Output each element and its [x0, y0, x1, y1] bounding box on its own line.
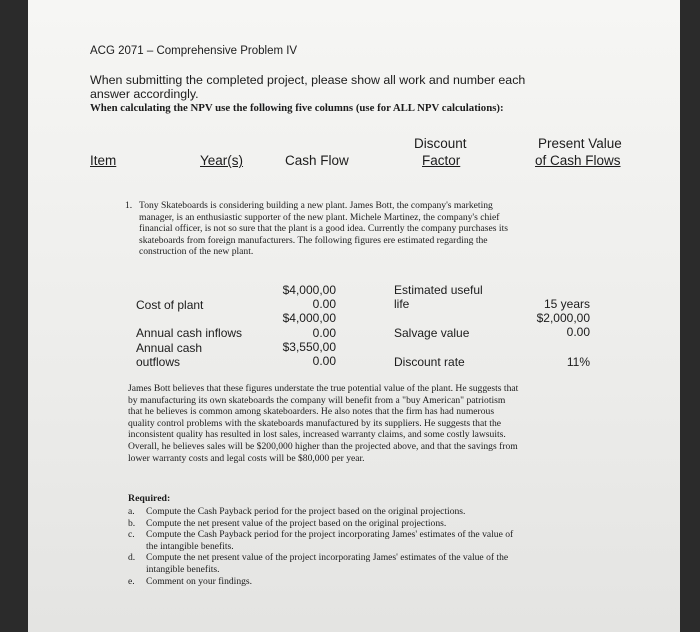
column-discount-2: Factor — [422, 153, 461, 168]
required-item-d — [128, 552, 668, 575]
paragraph-line: by manufacturing its own skateboards the company will benefit from a "buy American" patriotism — [128, 394, 506, 406]
required-title: Required: — [128, 493, 171, 504]
paragraph-line: Overall, he believes sales will be $200,000 higher than the projected above, and that the savings from — [128, 440, 518, 452]
item-letter: e. — [128, 575, 135, 587]
instruction-line-1: When submitting the completed project, please show all work and number each — [90, 73, 526, 87]
required-list — [128, 506, 668, 587]
figures-values-column — [264, 283, 336, 368]
problem-line: manager, is an enthusiastic supporter of the new plant. Michele Martinez, the company's chief — [139, 211, 500, 223]
document-page — [28, 0, 680, 632]
problem-line: skateboards from foreign manufacturers. The following figures ere estimated regarding the — [139, 234, 488, 246]
column-years: Year(s) — [200, 153, 244, 168]
required-item-e — [128, 576, 668, 588]
item-letter: b. — [128, 517, 136, 529]
salvage-value-amount: $2,000,00 — [536, 311, 590, 325]
problem-line: Tony Skateboards is considering building a new plant. James Bott, the company's marketing — [139, 200, 493, 211]
useful-life-value: 15 years — [543, 297, 590, 311]
item-text: Compute the Cash Payback period for the project incorporating James' estimates of the value of — [146, 529, 514, 541]
npv-note: When calculating the NPV use the following five columns (use for ALL NPV calculations): — [90, 102, 504, 114]
item-text: Comment on your findings. — [146, 575, 253, 587]
item-text: Compute the Cash Payback period for the project based on the original projections. — [146, 506, 466, 517]
cost-of-plant-cents: 0.00 — [312, 297, 336, 312]
useful-life-label-1: Estimated useful — [394, 283, 483, 297]
problem-text — [139, 200, 659, 258]
item-letter: d. — [128, 552, 136, 564]
required-item-a — [128, 506, 668, 518]
annual-cash-outflows-label-1: Annual cash — [136, 341, 203, 355]
salvage-value-cents: 0.00 — [566, 325, 590, 339]
discount-rate-label: Discount rate — [394, 355, 465, 369]
annual-cash-inflows-value: $4,000,00 — [282, 311, 336, 326]
item-text: Compute the net present value of the project based on the original projections. — [146, 517, 447, 529]
problem-line: financial officer, is not so sure that the plant is a good idea. Currently the company purchases its — [139, 223, 508, 235]
salvage-value-label: Salvage value — [394, 326, 470, 340]
paragraph-line: James Bott believes that these figures understate the true potential value of the plant. He suggests that — [128, 383, 519, 394]
course-title: ACG 2071 – Comprehensive Problem IV — [90, 45, 298, 57]
annual-cash-outflows-value: $3,550,00 — [282, 339, 336, 354]
cost-of-plant-value: $4,000,00 — [282, 283, 336, 297]
item-text: Compute the net present value of the project incorporating James' estimates of the value of the — [146, 552, 509, 564]
column-cash-flow: Cash Flow — [285, 153, 349, 168]
column-pv-2: of Cash Flows — [535, 153, 621, 168]
annual-cash-outflows-label-2: outflows — [136, 355, 181, 369]
annual-cash-inflows-cents: 0.00 — [312, 325, 336, 340]
required-item-b — [128, 518, 668, 530]
paragraph-line: quality control problems with the skateboards manufactured by its suppliers. He suggests that the — [128, 417, 502, 429]
cost-of-plant-label: Cost of plant — [136, 298, 204, 312]
column-discount-1: Discount — [414, 136, 467, 151]
column-item: Item — [90, 153, 117, 168]
problem-number: 1. — [125, 200, 133, 211]
item-letter: c. — [128, 529, 135, 541]
paragraph-line: lower warranty costs and legal costs will be $80,000 per year. — [128, 452, 365, 464]
bott-paragraph — [128, 383, 668, 464]
column-pv-1: Present Value — [538, 136, 622, 151]
paragraph-line: that he believes is common among skateboarders. He also notes that the firm has had numerous — [128, 406, 495, 418]
instruction-line-2: answer accordingly. — [90, 87, 199, 101]
required-item-c — [128, 529, 668, 552]
item-text: the intangible benefits. — [146, 540, 234, 552]
useful-life-label-2: life — [394, 297, 410, 311]
paragraph-line: inconsistent quality has resulted in lost sales, increased warranty claims, and some costly lawsuits. — [128, 429, 506, 441]
annual-cash-inflows-label: Annual cash inflows — [136, 326, 243, 340]
annual-cash-outflows-cents: 0.00 — [312, 354, 336, 369]
problem-line: construction of the new plant. — [139, 246, 254, 258]
discount-rate-value: 11% — [566, 355, 590, 369]
item-text: intangible benefits. — [146, 563, 220, 575]
item-letter: a. — [128, 506, 135, 517]
